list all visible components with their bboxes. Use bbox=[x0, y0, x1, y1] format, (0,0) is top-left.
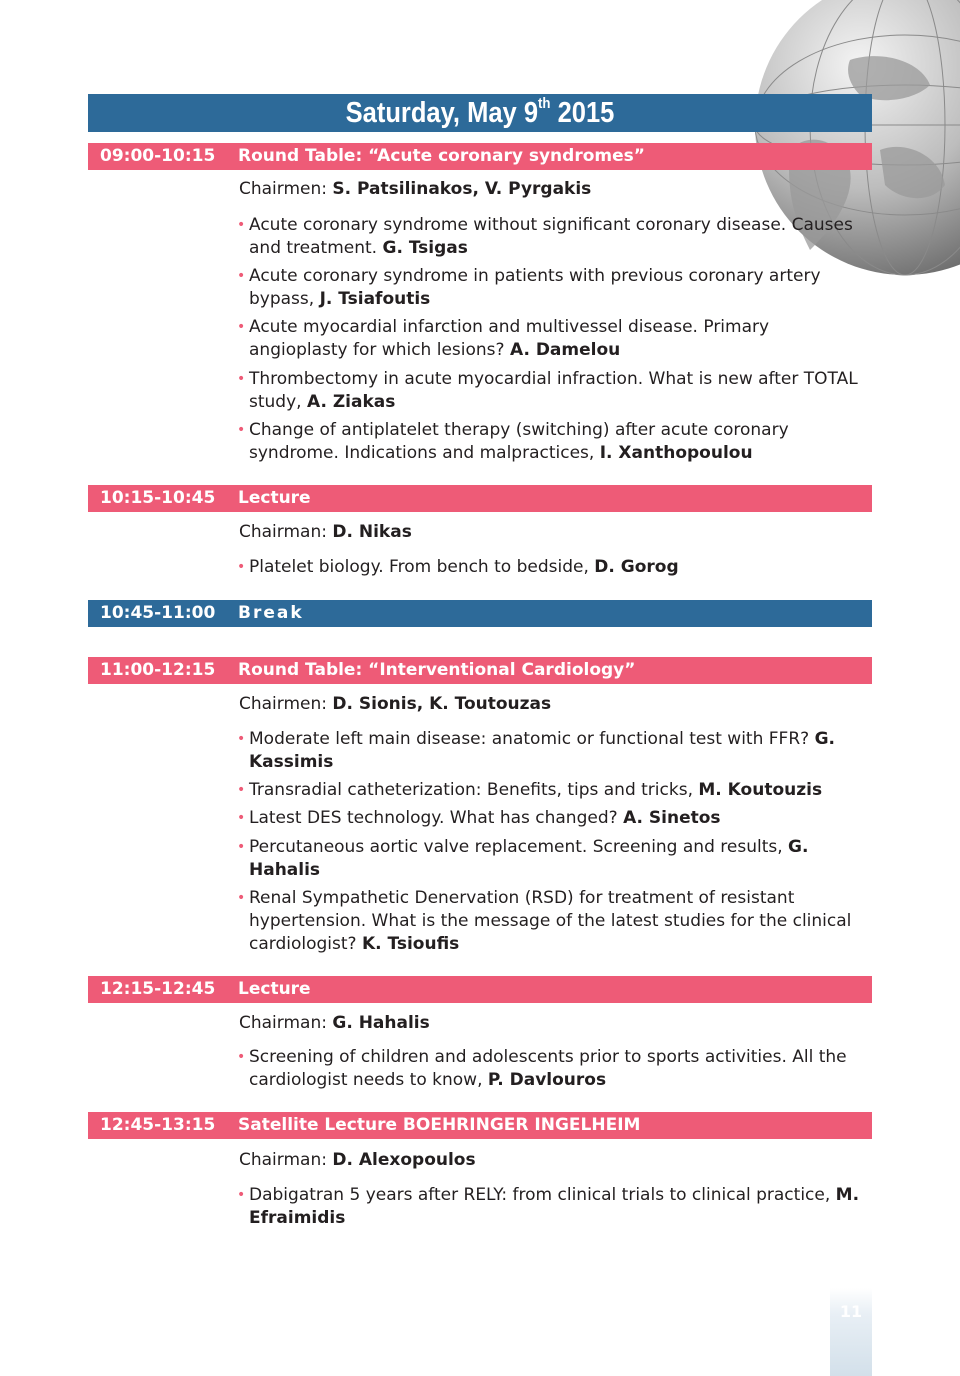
session-time: 12:45-13:15 bbox=[100, 1115, 216, 1135]
session-time: 11:00-12:15 bbox=[100, 660, 216, 680]
talk-item: • Percutaneous aortic valve replacement. Screening and results, G. Hahalis bbox=[237, 837, 809, 880]
talk-item: • Renal Sympathetic Denervation (RSD) for treatment of resistant hypertension. What is the message of the latest studies for the clinical cardiologist? K. Tsioufis bbox=[237, 888, 852, 954]
session-chair: Chairman: D. Nikas bbox=[239, 522, 412, 542]
session-title: Lecture bbox=[238, 488, 311, 508]
talk-item: • Acute coronary syndrome in patients with previous coronary artery bypass, J. Tsiafoutis bbox=[237, 266, 821, 309]
talk-item: • Acute myocardial infarction and multivessel disease. Primary angioplasty for which lesions? A. Damelou bbox=[237, 317, 770, 360]
talk-item: • Transradial catheterization: Benefits, tips and tricks, M. Koutouzis bbox=[237, 780, 823, 800]
day-title: Saturday, May 9th 2015 bbox=[345, 95, 615, 129]
page-number-tab bbox=[830, 1288, 872, 1376]
talk-item: • Acute coronary syndrome without significant coronary disease. Causes and treatment. G. Tsigas bbox=[237, 215, 853, 258]
session-chair: Chairmen: S. Patsilinakos, V. Pyrgakis bbox=[239, 179, 592, 199]
session-bar bbox=[88, 1112, 872, 1139]
session-time: 12:15-12:45 bbox=[100, 979, 216, 999]
session-bar bbox=[88, 143, 872, 170]
talk-item: • Platelet biology. From bench to bedside, D. Gorog bbox=[237, 557, 679, 577]
break-bar bbox=[88, 600, 872, 627]
session-bar bbox=[88, 657, 872, 684]
talk-item: • Dabigatran 5 years after RELY: from clinical trials to clinical practice, M. Efraimidis bbox=[237, 1185, 860, 1228]
session-title: Satellite Lecture BOEHRINGER INGELHEIM bbox=[238, 1115, 641, 1135]
session-title: Break bbox=[238, 603, 304, 623]
day-header bbox=[88, 94, 872, 132]
session-time: 10:15-10:45 bbox=[100, 488, 216, 508]
session-bar bbox=[88, 976, 872, 1003]
session-bar bbox=[88, 485, 872, 512]
talk-item: • Change of antiplatelet therapy (switching) after acute coronary syndrome. Indications and malpractices, I. Xanthopoulou bbox=[237, 420, 789, 463]
talk-item: • Thrombectomy in acute myocardial infraction. What is new after TOTAL study, A. Ziakas bbox=[237, 369, 858, 412]
session-time: 09:00-10:15 bbox=[100, 146, 216, 166]
session-title: Round Table: “Acute coronary syndromes” bbox=[238, 146, 645, 166]
session-chair: Chairman: G. Hahalis bbox=[239, 1013, 430, 1033]
session-chair: Chairman: D. Alexopoulos bbox=[239, 1150, 476, 1170]
session-chair: Chairmen: D. Sionis, K. Toutouzas bbox=[239, 694, 552, 714]
talk-item: • Screening of children and adolescents prior to sports activities. All the cardiologist needs to know, P. Davlouros bbox=[237, 1047, 847, 1090]
session-title: Lecture bbox=[238, 979, 311, 999]
talk-item: • Latest DES technology. What has changed? A. Sinetos bbox=[237, 808, 721, 828]
session-title: Round Table: “Interventional Cardiology” bbox=[238, 660, 636, 680]
page-number: 11 bbox=[839, 1302, 863, 1321]
session-time: 10:45-11:00 bbox=[100, 603, 216, 623]
talk-item: • Moderate left main disease: anatomic or functional test with FFR? G. Kassimis bbox=[237, 729, 835, 772]
